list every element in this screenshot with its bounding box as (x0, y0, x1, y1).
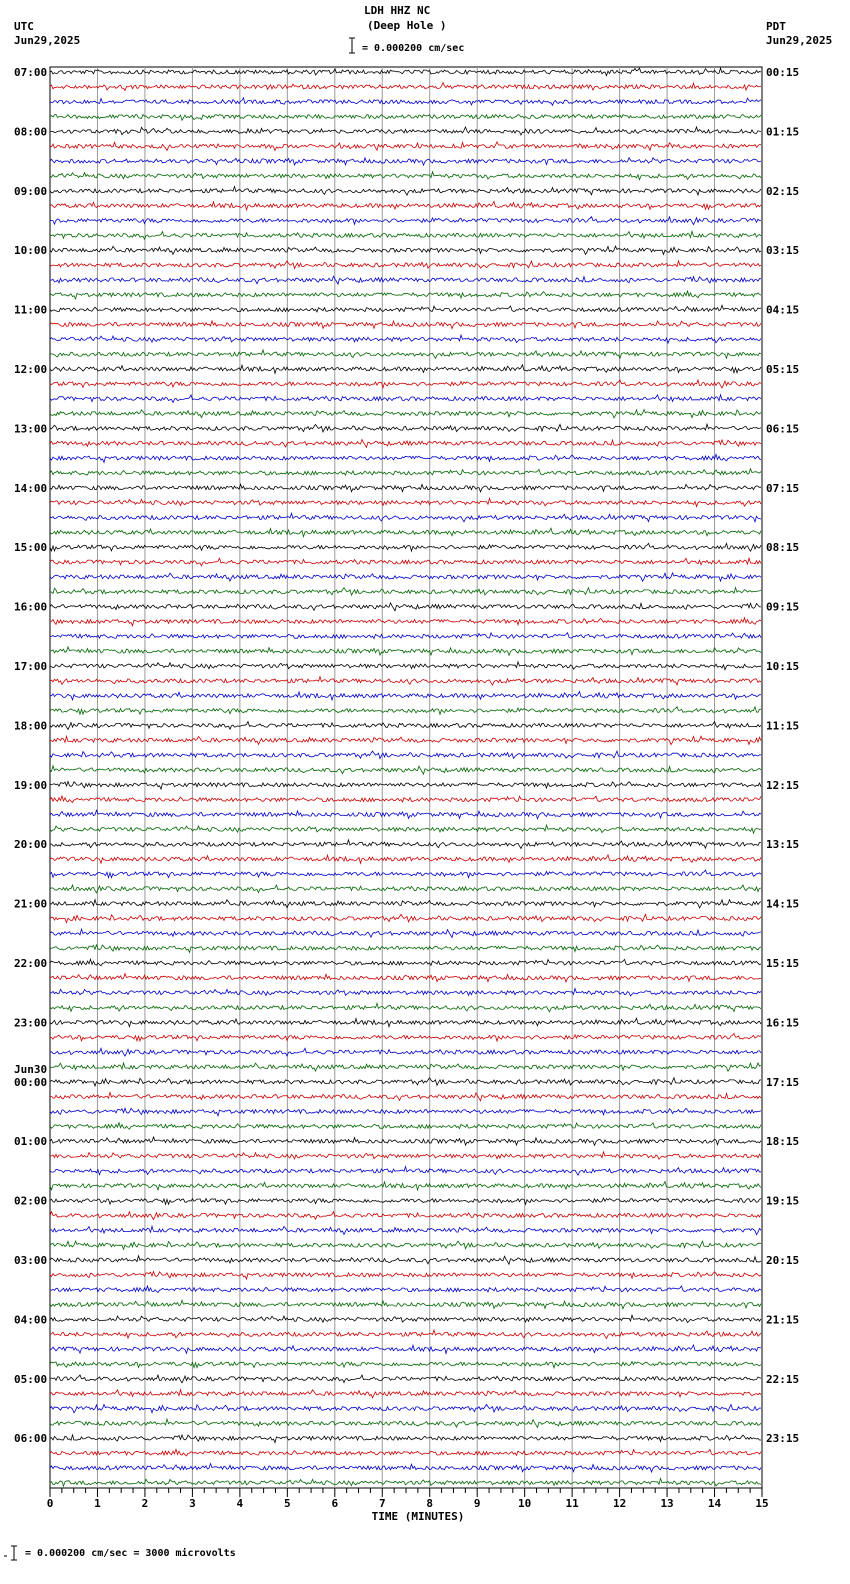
station-title: LDH HHZ NC (364, 4, 431, 17)
seismic-trace (50, 380, 761, 388)
x-tick-label: 5 (284, 1497, 291, 1510)
utc-time-label: 10:00 (14, 244, 48, 258)
seismic-trace (50, 424, 761, 432)
left-date: Jun29,2025 (14, 34, 81, 47)
utc-time-label: 03:00 (14, 1254, 48, 1267)
seismic-trace (50, 410, 761, 418)
seismic-trace (50, 217, 761, 225)
seismic-trace (50, 1241, 761, 1249)
x-tick-label: 2 (141, 1497, 149, 1510)
seismic-trace (50, 335, 761, 343)
x-tick-label: 6 (331, 1497, 339, 1510)
seismic-trace (50, 1003, 761, 1012)
seismic-trace (50, 1435, 761, 1443)
pdt-time-label: 20:15 (766, 1254, 800, 1267)
seismic-trace (50, 1419, 761, 1427)
x-tick-label: 0 (46, 1497, 54, 1510)
seismic-trace (50, 469, 761, 476)
seismic-trace (50, 1198, 761, 1204)
x-tick-label: 10 (518, 1497, 532, 1510)
seismic-trace (50, 231, 761, 239)
pdt-time-label: 01:15 (766, 125, 800, 139)
pdt-time-label: 12:15 (766, 778, 800, 792)
seismic-trace (50, 707, 761, 715)
seismic-trace (50, 766, 761, 774)
seismic-trace (50, 115, 761, 121)
utc-time-label: 19:00 (14, 778, 48, 792)
right-timezone: PDT (766, 20, 786, 33)
pdt-time-label: 23:15 (766, 1432, 800, 1446)
seismic-trace (50, 1256, 761, 1264)
seismic-trace (50, 454, 761, 462)
pdt-time-label: 07:15 (766, 481, 800, 495)
seismic-trace (50, 1063, 761, 1071)
seismic-trace (50, 291, 761, 299)
seismic-trace (50, 1375, 761, 1383)
seismic-trace (50, 350, 761, 359)
utc-time-label: 14:00 (14, 481, 48, 495)
seismic-trace (50, 246, 761, 254)
utc-time-label: 18:00 (14, 719, 48, 733)
seismic-trace (50, 1330, 761, 1339)
x-tick-label: 1 (94, 1497, 101, 1510)
seismic-trace (50, 588, 761, 596)
seismic-trace (50, 945, 761, 953)
x-tick-label: 4 (236, 1497, 244, 1510)
utc-time-label: 22:00 (14, 957, 48, 970)
footer-scale-bar-icon (4, 1546, 17, 1560)
seismic-trace (50, 1137, 761, 1145)
x-tick-label: 13 (660, 1497, 674, 1510)
utc-time-label: 06:00 (14, 1432, 48, 1446)
pdt-time-label: 18:15 (766, 1135, 800, 1149)
seismic-trace (50, 305, 761, 312)
seismic-trace (50, 1315, 761, 1322)
x-tick-label: 3 (189, 1497, 196, 1510)
seismic-trace (50, 855, 761, 863)
utc-time-label: 21:00 (14, 897, 48, 911)
seismic-trace (50, 187, 761, 196)
seismic-trace (50, 647, 761, 655)
seismic-trace (50, 1405, 761, 1413)
pdt-time-label: 15:15 (766, 957, 800, 970)
seismic-trace (50, 498, 761, 506)
seismic-trace (50, 1167, 761, 1176)
seismic-trace (50, 98, 761, 106)
seismic-trace (50, 618, 761, 626)
utc-time-label: 15:00 (14, 541, 48, 555)
x-tick-label: 8 (426, 1497, 434, 1510)
utc-time-label: 16:00 (14, 600, 48, 614)
seismic-trace (50, 276, 761, 284)
seismic-trace (50, 321, 761, 329)
seismic-trace (50, 440, 761, 448)
seismic-trace (50, 543, 761, 551)
x-tick-label: 9 (473, 1497, 481, 1510)
pdt-time-label: 16:15 (766, 1016, 800, 1030)
utc-time-label: 08:00 (14, 125, 48, 139)
seismic-trace (50, 558, 761, 566)
seismic-trace (50, 722, 761, 730)
seismic-trace (50, 662, 761, 670)
seismic-trace (50, 692, 761, 701)
pdt-time-label: 05:15 (766, 363, 800, 376)
pdt-time-label: 17:15 (766, 1075, 800, 1089)
pdt-time-label: 00:15 (766, 66, 800, 79)
utc-time-label: 12:00 (14, 363, 48, 376)
seismic-trace (50, 261, 761, 269)
utc-time-label: 23:00 (14, 1016, 48, 1030)
seismic-trace (50, 900, 761, 908)
seismic-trace (50, 573, 761, 581)
seismic-trace (50, 1182, 761, 1190)
seismic-trace (50, 484, 761, 492)
pdt-time-label: 06:15 (766, 422, 800, 436)
utc-time-label: 09:00 (14, 184, 48, 198)
seismic-trace (50, 127, 761, 135)
seismic-trace (50, 172, 761, 180)
seismic-trace (50, 68, 761, 76)
seismic-trace (50, 1048, 761, 1056)
seismic-trace (50, 885, 761, 893)
seismic-trace (50, 736, 761, 744)
seismic-trace (50, 395, 761, 403)
utc-time-label: 01:00 (14, 1135, 48, 1149)
seismic-trace (50, 1345, 761, 1354)
pdt-time-label: 13:15 (766, 838, 800, 852)
seismic-trace (50, 513, 761, 522)
x-tick-label: 7 (378, 1497, 386, 1510)
pdt-time-label: 04:15 (766, 303, 800, 317)
utc-time-label: 13:00 (14, 422, 48, 436)
footer-scale-note: = 0.000200 cm/sec = 3000 microvolts (25, 1548, 236, 1559)
seismic-trace (50, 528, 761, 536)
seismic-trace (50, 603, 761, 611)
utc-time-label: 11:00 (14, 303, 48, 317)
utc-time-label: 00:00 (14, 1075, 48, 1089)
utc-time-label: 17:00 (14, 660, 48, 673)
seismic-trace (50, 840, 761, 849)
pdt-time-label: 19:15 (766, 1194, 800, 1208)
pdt-time-label: 02:15 (766, 184, 800, 198)
scale-bar-icon (349, 38, 355, 53)
seismic-trace (50, 1464, 761, 1472)
seismic-trace (50, 1123, 761, 1130)
utc-time-label: 05:00 (14, 1372, 48, 1386)
pdt-time-label: 10:15 (766, 660, 800, 673)
seismic-trace (50, 1078, 761, 1086)
seismic-trace (50, 914, 761, 922)
seismic-trace (50, 1300, 761, 1308)
seismic-trace (50, 1272, 761, 1280)
seismic-trace (50, 1092, 761, 1100)
scale-text: = 0.000200 cm/sec (362, 43, 465, 54)
pdt-time-label: 08:15 (766, 541, 800, 555)
utc-time-label: 04:00 (14, 1313, 48, 1327)
date-change-label: Jun30 (14, 1062, 48, 1076)
utc-time-label: 02:00 (14, 1194, 48, 1208)
utc-time-label: 07:00 (14, 66, 48, 79)
seismic-trace (50, 870, 761, 878)
seismic-trace (50, 810, 761, 818)
seismic-trace (50, 959, 761, 966)
x-tick-label: 15 (755, 1497, 769, 1510)
x-tick-label: 14 (707, 1497, 722, 1510)
seismic-trace (50, 1018, 761, 1026)
location-subtitle: (Deep Hole ) (367, 19, 447, 32)
seismic-trace (50, 1034, 761, 1042)
seismic-trace (50, 1226, 761, 1234)
seismic-trace (50, 142, 761, 151)
pdt-time-label: 22:15 (766, 1372, 800, 1386)
seismic-trace (50, 1152, 761, 1159)
seismic-trace (50, 1479, 761, 1487)
pdt-time-label: 21:15 (766, 1313, 800, 1327)
seismic-trace (50, 929, 761, 937)
seismic-trace (50, 83, 761, 91)
pdt-time-label: 14:15 (766, 897, 800, 911)
utc-time-label: 20:00 (14, 838, 48, 852)
seismic-trace (50, 1362, 761, 1368)
seismic-trace (50, 796, 761, 803)
seismic-trace (50, 1286, 761, 1293)
seismic-trace (50, 751, 761, 759)
pdt-time-label: 11:15 (766, 719, 800, 733)
seismic-trace (50, 158, 761, 166)
pdt-time-label: 09:15 (766, 600, 800, 614)
seismic-trace (50, 1108, 761, 1116)
seismic-trace (50, 633, 761, 639)
seismic-trace (50, 1449, 761, 1456)
seismic-trace (50, 974, 761, 982)
seismic-trace (50, 782, 761, 790)
x-axis-title: TIME (MINUTES) (371, 1510, 465, 1523)
seismic-trace (50, 365, 761, 374)
seismic-trace (50, 1212, 761, 1220)
right-date: Jun29,2025 (766, 34, 833, 47)
seismic-trace (50, 677, 761, 686)
seismic-trace (50, 1390, 761, 1398)
left-timezone: UTC (14, 20, 34, 33)
x-tick-label: 11 (565, 1497, 579, 1510)
x-tick-label: 12 (612, 1497, 627, 1510)
pdt-time-label: 03:15 (766, 244, 800, 258)
seismic-trace (50, 202, 761, 210)
seismic-trace (50, 989, 761, 996)
seismic-trace (50, 825, 761, 833)
